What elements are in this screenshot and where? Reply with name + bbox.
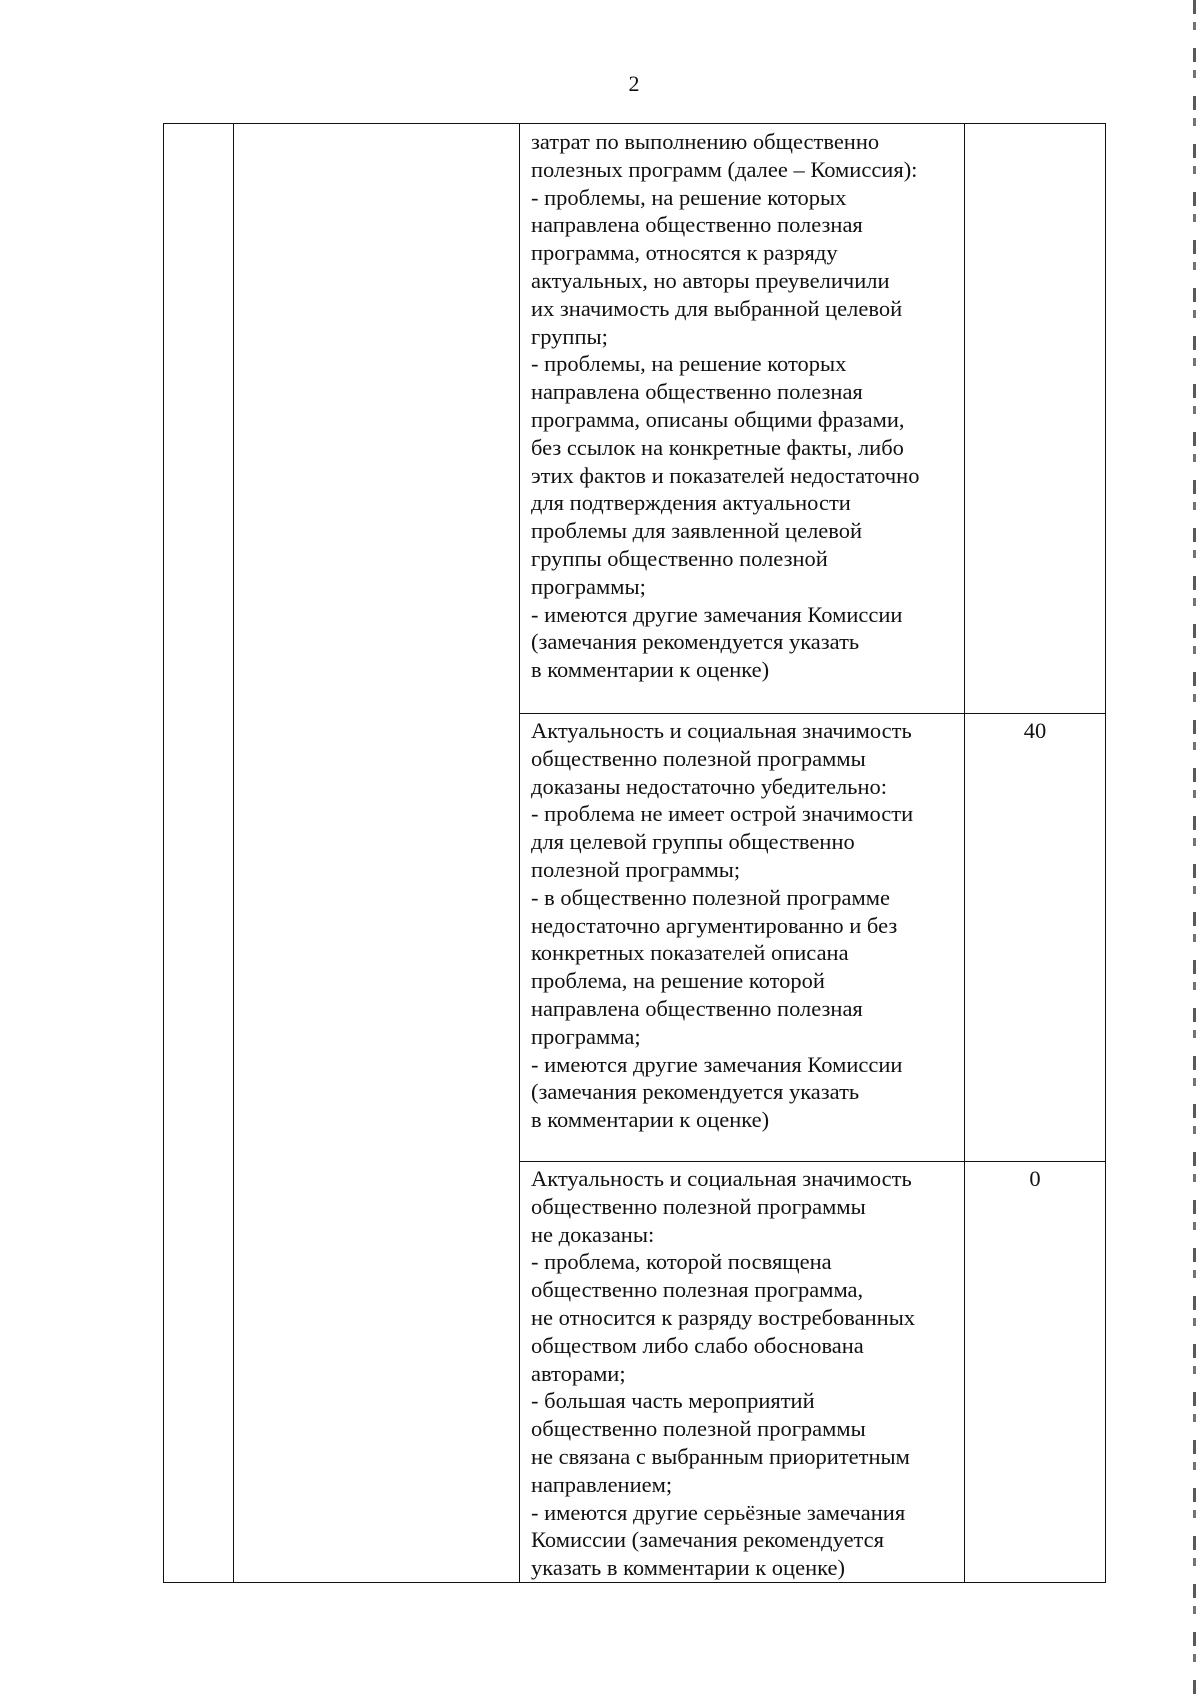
text-line: затрат по выполнению общественно xyxy=(531,129,880,154)
text-line: проблемы для заявленной целевой xyxy=(531,518,863,544)
text-line: в комментарии к оценке) xyxy=(531,1107,770,1133)
text-line: конкретных показателей описана xyxy=(531,940,849,966)
table-column-divider xyxy=(964,123,965,1583)
text-line: не связана с выбранным приоритетным xyxy=(531,1443,910,1469)
score-value: 40 xyxy=(1023,718,1047,743)
text-line: этих фактов и показателей недостаточно xyxy=(531,462,920,488)
text-line: недостаточно аргументированно и без xyxy=(531,912,898,938)
text-line: направлена общественно полезная xyxy=(531,212,863,238)
text-line: без ссылок на конкретные факты, либо xyxy=(531,434,904,460)
text-line: - проблемы, на решение которых xyxy=(531,184,847,210)
text-line: не относится к разряду востребованных xyxy=(531,1304,916,1330)
table-column-divider xyxy=(233,123,234,1583)
text-line: - имеются другие замечания Комиссии xyxy=(531,1051,903,1077)
text-line: их значимость для выбранной целевой xyxy=(531,295,903,321)
text-line: - проблемы, на решение которых xyxy=(531,351,847,377)
text-line: указать в комментарии к оценке) xyxy=(531,1555,845,1581)
text-line: полезной программы; xyxy=(531,856,741,882)
text-line: группы общественно полезной xyxy=(531,545,828,571)
text-line: проблема, на решение которой xyxy=(531,968,825,994)
text-line: не доказаны: xyxy=(531,1221,655,1247)
text-line: авторами; xyxy=(531,1360,626,1386)
text-line: общественно полезной программы xyxy=(531,1416,866,1442)
table-column-divider xyxy=(519,123,520,1583)
text-line: Комиссии (замечания рекомендуется xyxy=(531,1527,885,1553)
text-line: в комментарии к оценке) xyxy=(531,657,770,683)
text-line: для целевой группы общественно xyxy=(531,829,855,855)
text-line: программы; xyxy=(531,573,646,599)
text-line: - проблема не имеет острой значимости xyxy=(531,801,914,827)
text-line: - имеются другие замечания Комиссии xyxy=(531,601,903,627)
scan-edge-artifact xyxy=(1193,0,1196,1696)
text-line: для подтверждения актуальности xyxy=(531,490,851,516)
text-line: общественно полезной программы xyxy=(531,745,866,771)
criteria-description xyxy=(531,717,961,1134)
text-line: общественно полезной программы xyxy=(531,1193,866,1219)
text-line: программа, относятся к разряду xyxy=(531,240,838,266)
text-line: доказаны недостаточно убедительно: xyxy=(531,773,887,799)
page-number: 2 xyxy=(628,71,640,96)
text-line: направлена общественно полезная xyxy=(531,995,863,1021)
text-line: обществом либо слабо обоснована xyxy=(531,1332,864,1358)
text-line: - проблема, которой посвящена xyxy=(531,1249,832,1275)
text-line: группы; xyxy=(531,323,608,349)
text-line: актуальных, но авторы преувеличили xyxy=(531,267,890,293)
text-line: программа; xyxy=(531,1023,641,1049)
text-line: полезных программ (далее – Комиссия): xyxy=(531,156,918,182)
table-row-divider xyxy=(519,713,1106,714)
text-line: (замечания рекомендуется указать xyxy=(531,629,860,655)
text-line: - имеются другие серьёзные замечания xyxy=(531,1499,906,1525)
text-line: (замечания рекомендуется указать xyxy=(531,1079,860,1105)
score-value: 0 xyxy=(1029,1166,1041,1191)
text-line: Актуальность и социальная значимость xyxy=(531,718,912,743)
criteria-description xyxy=(531,1165,961,1582)
table-row-divider xyxy=(519,1161,1106,1162)
text-line: - в общественно полезной программе xyxy=(531,884,890,910)
text-line: Актуальность и социальная значимость xyxy=(531,1166,912,1191)
text-line: программа, описаны общими фразами, xyxy=(531,406,905,432)
text-line: общественно полезная программа, xyxy=(531,1277,864,1303)
text-line: направлением; xyxy=(531,1471,673,1497)
criteria-description xyxy=(531,128,961,684)
text-line: направлена общественно полезная xyxy=(531,379,863,405)
text-line: - большая часть мероприятий xyxy=(531,1388,815,1414)
